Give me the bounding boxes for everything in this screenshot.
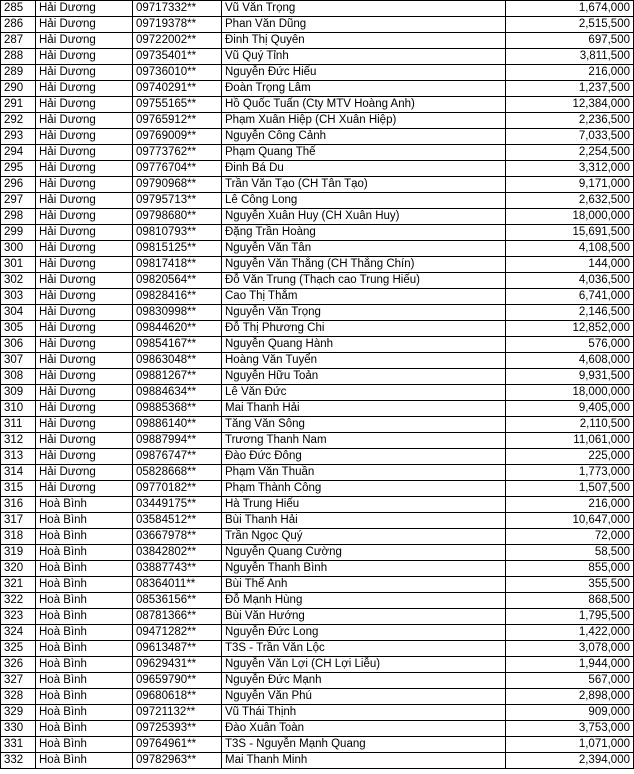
phone-cell: 09844620** <box>133 321 222 337</box>
phone-cell: 09810793** <box>133 225 222 241</box>
name-cell: Nguyễn Thanh Bình <box>222 561 506 577</box>
province-cell: Hoà Bình <box>36 513 133 529</box>
name-cell: Vũ Thái Thịnh <box>222 705 506 721</box>
name-cell: Lê Công Long <box>222 193 506 209</box>
province-cell: Hoà Bình <box>36 497 133 513</box>
table-body <box>1 1 634 769</box>
province-cell: Hải Dương <box>36 465 133 481</box>
amount-cell: 2,632,500 <box>506 193 634 209</box>
amount-cell: 2,146,500 <box>506 305 634 321</box>
name-cell: Phạm Văn Thuần <box>222 465 506 481</box>
amount-cell: 2,515,500 <box>506 17 634 33</box>
amount-cell: 868,500 <box>506 593 634 609</box>
name-cell: Nguyễn Văn Phú <box>222 689 506 705</box>
amount-cell: 12,852,000 <box>506 321 634 337</box>
name-cell: Hoàng Văn Tuyển <box>222 353 506 369</box>
province-cell: Hải Dương <box>36 481 133 497</box>
province-cell: Hải Dương <box>36 65 133 81</box>
row-number-cell: 322 <box>1 593 36 609</box>
amount-cell: 1,674,000 <box>506 1 634 17</box>
name-cell: Lê Văn Đức <box>222 385 506 401</box>
province-cell: Hoà Bình <box>36 593 133 609</box>
row-number-cell: 313 <box>1 449 36 465</box>
table-row <box>1 721 634 737</box>
phone-cell: 03667978** <box>133 529 222 545</box>
table-row <box>1 321 634 337</box>
phone-cell: 09854167** <box>133 337 222 353</box>
province-cell: Hoà Bình <box>36 689 133 705</box>
phone-cell: 09885368** <box>133 401 222 417</box>
table-row <box>1 609 634 625</box>
phone-cell: 09828416** <box>133 289 222 305</box>
row-number-cell: 293 <box>1 129 36 145</box>
province-cell: Hải Dương <box>36 1 133 17</box>
table-row <box>1 273 634 289</box>
table-row <box>1 401 634 417</box>
phone-cell: 09735401** <box>133 49 222 65</box>
table-row <box>1 561 634 577</box>
table-row <box>1 417 634 433</box>
name-cell: Trương Thanh Nam <box>222 433 506 449</box>
table-row <box>1 257 634 273</box>
name-cell: Mai Thanh Hải <box>222 401 506 417</box>
name-cell: Đặng Trần Hoàng <box>222 225 506 241</box>
amount-cell: 1,773,000 <box>506 465 634 481</box>
table-row <box>1 577 634 593</box>
name-cell: Nguyễn Hữu Toản <box>222 369 506 385</box>
row-number-cell: 325 <box>1 641 36 657</box>
row-number-cell: 304 <box>1 305 36 321</box>
amount-cell: 2,394,000 <box>506 753 634 769</box>
province-cell: Hải Dương <box>36 177 133 193</box>
name-cell: Nguyễn Văn Tân <box>222 241 506 257</box>
table-row <box>1 33 634 49</box>
amount-cell: 18,000,000 <box>506 209 634 225</box>
name-cell: Đỗ Mạnh Hùng <box>222 593 506 609</box>
name-cell: Hà Trung Hiếu <box>222 497 506 513</box>
province-cell: Hải Dương <box>36 241 133 257</box>
table-row <box>1 225 634 241</box>
amount-cell: 2,254,500 <box>506 145 634 161</box>
name-cell: T3S - Nguyễn Mạnh Quang <box>222 737 506 753</box>
province-cell: Hoà Bình <box>36 705 133 721</box>
phone-cell: 09740291** <box>133 81 222 97</box>
name-cell: Vũ Văn Trọng <box>222 1 506 17</box>
row-number-cell: 324 <box>1 625 36 641</box>
phone-cell: 09798680** <box>133 209 222 225</box>
row-number-cell: 305 <box>1 321 36 337</box>
table-row <box>1 129 634 145</box>
amount-cell: 216,000 <box>506 497 634 513</box>
province-cell: Hải Dương <box>36 193 133 209</box>
phone-cell: 09782963** <box>133 753 222 769</box>
phone-cell: 09830998** <box>133 305 222 321</box>
row-number-cell: 323 <box>1 609 36 625</box>
table-row <box>1 113 634 129</box>
phone-cell: 09884634** <box>133 385 222 401</box>
province-cell: Hải Dương <box>36 129 133 145</box>
province-cell: Hoà Bình <box>36 529 133 545</box>
row-number-cell: 286 <box>1 17 36 33</box>
amount-cell: 4,108,500 <box>506 241 634 257</box>
table-row <box>1 289 634 305</box>
province-cell: Hải Dương <box>36 161 133 177</box>
amount-cell: 216,000 <box>506 65 634 81</box>
row-number-cell: 300 <box>1 241 36 257</box>
row-number-cell: 288 <box>1 49 36 65</box>
phone-cell: 09717332** <box>133 1 222 17</box>
phone-cell: 09765912** <box>133 113 222 129</box>
phone-cell: 03842802** <box>133 545 222 561</box>
name-cell: Nguyễn Văn Lợi (CH Lợi Liễu) <box>222 657 506 673</box>
phone-cell: 03449175** <box>133 497 222 513</box>
row-number-cell: 301 <box>1 257 36 273</box>
amount-cell: 4,036,500 <box>506 273 634 289</box>
row-number-cell: 308 <box>1 369 36 385</box>
amount-cell: 1,422,000 <box>506 625 634 641</box>
name-cell: Mai Thanh Minh <box>222 753 506 769</box>
amount-cell: 225,000 <box>506 449 634 465</box>
row-number-cell: 310 <box>1 401 36 417</box>
province-cell: Hải Dương <box>36 337 133 353</box>
table-row <box>1 49 634 65</box>
province-cell: Hoà Bình <box>36 737 133 753</box>
amount-cell: 9,171,000 <box>506 177 634 193</box>
province-cell: Hải Dương <box>36 145 133 161</box>
amount-cell: 6,741,000 <box>506 289 634 305</box>
name-cell: Trần Văn Tạo (CH Tân Tạo) <box>222 177 506 193</box>
name-cell: Nguyễn Công Cảnh <box>222 129 506 145</box>
name-cell: T3S - Trần Văn Lộc <box>222 641 506 657</box>
table-row <box>1 81 634 97</box>
province-cell: Hải Dương <box>36 17 133 33</box>
table-row <box>1 305 634 321</box>
amount-cell: 7,033,500 <box>506 129 634 145</box>
province-cell: Hải Dương <box>36 401 133 417</box>
amount-cell: 2,236,500 <box>506 113 634 129</box>
table-row <box>1 545 634 561</box>
amount-cell: 567,000 <box>506 673 634 689</box>
name-cell: Đinh Thị Quyên <box>222 33 506 49</box>
amount-cell: 10,647,000 <box>506 513 634 529</box>
row-number-cell: 332 <box>1 753 36 769</box>
table-row <box>1 65 634 81</box>
table-row <box>1 673 634 689</box>
province-cell: Hải Dương <box>36 81 133 97</box>
table-row <box>1 465 634 481</box>
province-cell: Hải Dương <box>36 289 133 305</box>
amount-cell: 9,405,000 <box>506 401 634 417</box>
province-cell: Hải Dương <box>36 385 133 401</box>
phone-cell: 09881267** <box>133 369 222 385</box>
row-number-cell: 297 <box>1 193 36 209</box>
name-cell: Đào Xuân Toàn <box>222 721 506 737</box>
row-number-cell: 316 <box>1 497 36 513</box>
table-row <box>1 529 634 545</box>
row-number-cell: 320 <box>1 561 36 577</box>
row-number-cell: 321 <box>1 577 36 593</box>
row-number-cell: 309 <box>1 385 36 401</box>
phone-cell: 09680618** <box>133 689 222 705</box>
name-cell: Phạm Xuân Hiệp (CH Xuân Hiệp) <box>222 113 506 129</box>
amount-cell: 2,110,500 <box>506 417 634 433</box>
phone-cell: 09769009** <box>133 129 222 145</box>
row-number-cell: 291 <box>1 97 36 113</box>
province-cell: Hoà Bình <box>36 753 133 769</box>
amount-cell: 1,507,500 <box>506 481 634 497</box>
row-number-cell: 328 <box>1 689 36 705</box>
row-number-cell: 303 <box>1 289 36 305</box>
phone-cell: 05828668** <box>133 465 222 481</box>
name-cell: Vũ Quý Tỉnh <box>222 49 506 65</box>
row-number-cell: 289 <box>1 65 36 81</box>
row-number-cell: 299 <box>1 225 36 241</box>
phone-cell: 09790968** <box>133 177 222 193</box>
table-row <box>1 241 634 257</box>
table-row <box>1 161 634 177</box>
table-row <box>1 625 634 641</box>
province-cell: Hải Dương <box>36 449 133 465</box>
name-cell: Tăng Văn Sông <box>222 417 506 433</box>
province-cell: Hoà Bình <box>36 545 133 561</box>
name-cell: Phạm Thành Công <box>222 481 506 497</box>
amount-cell: 1,237,500 <box>506 81 634 97</box>
phone-cell: 08536156** <box>133 593 222 609</box>
province-cell: Hải Dương <box>36 225 133 241</box>
name-cell: Nguyễn Đức Mạnh <box>222 673 506 689</box>
table-row <box>1 641 634 657</box>
amount-cell: 12,384,000 <box>506 97 634 113</box>
name-cell: Cao Thị Thắm <box>222 289 506 305</box>
table-row <box>1 17 634 33</box>
table-row <box>1 177 634 193</box>
phone-cell: 09471282** <box>133 625 222 641</box>
amount-cell: 72,000 <box>506 529 634 545</box>
amount-cell: 3,078,000 <box>506 641 634 657</box>
province-cell: Hoà Bình <box>36 721 133 737</box>
name-cell: Bùi Thanh Hải <box>222 513 506 529</box>
row-number-cell: 302 <box>1 273 36 289</box>
row-number-cell: 307 <box>1 353 36 369</box>
province-cell: Hải Dương <box>36 417 133 433</box>
table-row <box>1 753 634 769</box>
name-cell: Trần Ngọc Quý <box>222 529 506 545</box>
table-row <box>1 737 634 753</box>
table-row <box>1 97 634 113</box>
row-number-cell: 290 <box>1 81 36 97</box>
name-cell: Nguyễn Quang Cường <box>222 545 506 561</box>
table-row <box>1 705 634 721</box>
province-cell: Hoà Bình <box>36 641 133 657</box>
amount-cell: 15,691,500 <box>506 225 634 241</box>
phone-cell: 08781366** <box>133 609 222 625</box>
amount-cell: 1,795,500 <box>506 609 634 625</box>
table-row <box>1 145 634 161</box>
province-cell: Hải Dương <box>36 33 133 49</box>
province-cell: Hải Dương <box>36 321 133 337</box>
table-row <box>1 497 634 513</box>
name-cell: Nguyễn Văn Trọng <box>222 305 506 321</box>
province-cell: Hải Dương <box>36 209 133 225</box>
phone-cell: 09887994** <box>133 433 222 449</box>
phone-cell: 09770182** <box>133 481 222 497</box>
name-cell: Nguyễn Đức Hiếu <box>222 65 506 81</box>
phone-cell: 09886140** <box>133 417 222 433</box>
phone-cell: 09613487** <box>133 641 222 657</box>
amount-cell: 1,071,000 <box>506 737 634 753</box>
table-row <box>1 337 634 353</box>
phone-cell: 09719378** <box>133 17 222 33</box>
phone-cell: 09755165** <box>133 97 222 113</box>
amount-cell: 697,500 <box>506 33 634 49</box>
amount-cell: 144,000 <box>506 257 634 273</box>
name-cell: Phan Văn Dũng <box>222 17 506 33</box>
name-cell: Bùi Thế Anh <box>222 577 506 593</box>
phone-cell: 09764961** <box>133 737 222 753</box>
name-cell: Đoàn Trọng Lâm <box>222 81 506 97</box>
province-cell: Hải Dương <box>36 49 133 65</box>
row-number-cell: 312 <box>1 433 36 449</box>
phone-cell: 09736010** <box>133 65 222 81</box>
province-cell: Hoà Bình <box>36 673 133 689</box>
amount-cell: 58,500 <box>506 545 634 561</box>
phone-cell: 09863048** <box>133 353 222 369</box>
amount-cell: 576,000 <box>506 337 634 353</box>
amount-cell: 2,898,000 <box>506 689 634 705</box>
table-row <box>1 1 634 17</box>
row-number-cell: 327 <box>1 673 36 689</box>
amount-cell: 18,000,000 <box>506 385 634 401</box>
phone-cell: 09795713** <box>133 193 222 209</box>
name-cell: Đào Đức Đông <box>222 449 506 465</box>
table-row <box>1 449 634 465</box>
amount-cell: 909,000 <box>506 705 634 721</box>
phone-cell: 08364011** <box>133 577 222 593</box>
province-cell: Hải Dương <box>36 353 133 369</box>
name-cell: Hồ Quốc Tuấn (Cty MTV Hoàng Anh) <box>222 97 506 113</box>
amount-cell: 4,608,000 <box>506 353 634 369</box>
amount-cell: 1,944,000 <box>506 657 634 673</box>
amount-cell: 355,500 <box>506 577 634 593</box>
amount-cell: 9,931,500 <box>506 369 634 385</box>
table-row <box>1 513 634 529</box>
table-row <box>1 385 634 401</box>
province-cell: Hải Dương <box>36 113 133 129</box>
row-number-cell: 285 <box>1 1 36 17</box>
amount-cell: 855,000 <box>506 561 634 577</box>
table-row <box>1 353 634 369</box>
row-number-cell: 294 <box>1 145 36 161</box>
phone-cell: 09815125** <box>133 241 222 257</box>
phone-cell: 03887743** <box>133 561 222 577</box>
phone-cell: 09722002** <box>133 33 222 49</box>
table-row <box>1 689 634 705</box>
phone-cell: 09773762** <box>133 145 222 161</box>
phone-cell: 09817418** <box>133 257 222 273</box>
amount-cell: 11,061,000 <box>506 433 634 449</box>
phone-cell: 09659790** <box>133 673 222 689</box>
name-cell: Phạm Quang Thế <box>222 145 506 161</box>
province-cell: Hoà Bình <box>36 561 133 577</box>
amount-cell: 3,312,000 <box>506 161 634 177</box>
row-number-cell: 296 <box>1 177 36 193</box>
name-cell: Đỗ Thị Phương Chi <box>222 321 506 337</box>
row-number-cell: 314 <box>1 465 36 481</box>
province-cell: Hải Dương <box>36 97 133 113</box>
row-number-cell: 287 <box>1 33 36 49</box>
row-number-cell: 326 <box>1 657 36 673</box>
name-cell: Đinh Bá Du <box>222 161 506 177</box>
table-row <box>1 593 634 609</box>
phone-cell: 09725393** <box>133 721 222 737</box>
row-number-cell: 318 <box>1 529 36 545</box>
phone-cell: 09721132** <box>133 705 222 721</box>
phone-cell: 09876747** <box>133 449 222 465</box>
province-cell: Hải Dương <box>36 273 133 289</box>
province-cell: Hải Dương <box>36 305 133 321</box>
table-row <box>1 193 634 209</box>
phone-cell: 09820564** <box>133 273 222 289</box>
name-cell: Nguyễn Văn Thắng (CH Thắng Chín) <box>222 257 506 273</box>
province-cell: Hải Dương <box>36 257 133 273</box>
row-number-cell: 292 <box>1 113 36 129</box>
amount-cell: 3,753,000 <box>506 721 634 737</box>
row-number-cell: 319 <box>1 545 36 561</box>
row-number-cell: 298 <box>1 209 36 225</box>
table-row <box>1 369 634 385</box>
row-number-cell: 329 <box>1 705 36 721</box>
name-cell: Đỗ Văn Trung (Thạch cao Trung Hiếu) <box>222 273 506 289</box>
phone-cell: 09776704** <box>133 161 222 177</box>
province-cell: Hoà Bình <box>36 609 133 625</box>
table-row <box>1 481 634 497</box>
row-number-cell: 317 <box>1 513 36 529</box>
table-row <box>1 209 634 225</box>
province-cell: Hải Dương <box>36 433 133 449</box>
province-cell: Hoà Bình <box>36 657 133 673</box>
province-cell: Hoà Bình <box>36 577 133 593</box>
phone-cell: 03584512** <box>133 513 222 529</box>
row-number-cell: 315 <box>1 481 36 497</box>
name-cell: Bùi Văn Hướng <box>222 609 506 625</box>
table-row <box>1 657 634 673</box>
name-cell: Nguyễn Xuân Huy (CH Xuân Huy) <box>222 209 506 225</box>
row-number-cell: 311 <box>1 417 36 433</box>
row-number-cell: 331 <box>1 737 36 753</box>
name-cell: Nguyễn Đức Long <box>222 625 506 641</box>
province-cell: Hoà Bình <box>36 625 133 641</box>
row-number-cell: 295 <box>1 161 36 177</box>
name-cell: Nguyễn Quang Hành <box>222 337 506 353</box>
row-number-cell: 330 <box>1 721 36 737</box>
phone-cell: 09629431** <box>133 657 222 673</box>
table-row <box>1 433 634 449</box>
row-number-cell: 306 <box>1 337 36 353</box>
province-cell: Hải Dương <box>36 369 133 385</box>
amount-cell: 3,811,500 <box>506 49 634 65</box>
